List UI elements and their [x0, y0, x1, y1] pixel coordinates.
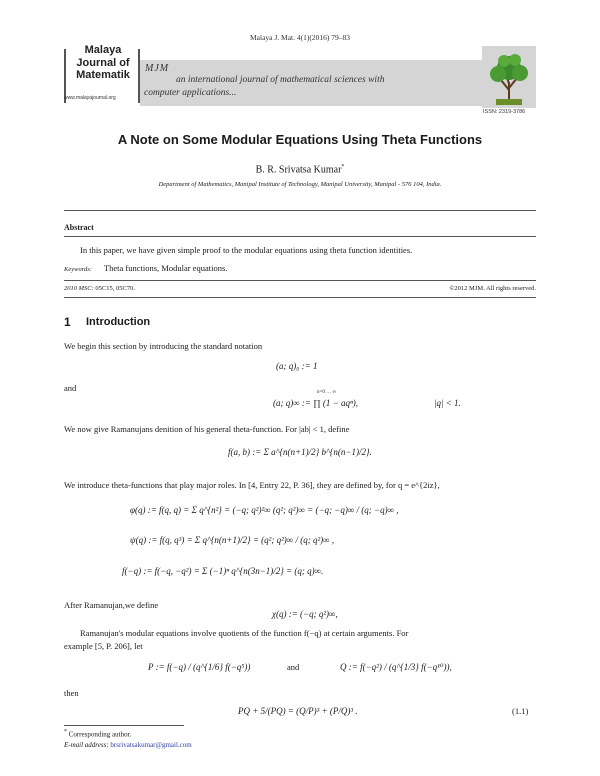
running-head: Malaya J. Mat. 4(1)(2016) 79–83: [250, 33, 350, 42]
paper-title: A Note on Some Modular Equations Using Theta Functions: [117, 132, 483, 147]
paragraph-5a: Ramanujan's modular equations involve quotients of the function f(−q) at certain arguments. For: [80, 628, 409, 638]
author-mark: *: [341, 164, 345, 170]
msc-codes: 05C15, 05C70.: [95, 285, 135, 292]
eq-and: and: [287, 662, 300, 672]
footnote-corresponding: [64, 729, 131, 738]
journal-logo: [64, 44, 142, 114]
banner-line-1: an international journal of mathematical sciences with: [176, 75, 385, 85]
paragraph-4: After Ramanujan,we define: [64, 600, 159, 610]
logo-line-3: Matematik: [76, 69, 130, 81]
then-text: then: [64, 688, 79, 698]
eq-f-def: f(a, b) := Σ a^{n(n+1)/2} b^{n(n−1)/2}.: [228, 447, 372, 457]
eq-label: (1.1): [512, 706, 529, 716]
email-link[interactable]: brsrivatsakumar@gmail.com: [110, 741, 192, 749]
abstract-rule: [64, 236, 536, 237]
msc: [64, 285, 135, 292]
eq-ainf-limits: n=0 … ∞: [317, 390, 336, 395]
footnote-mark: *: [64, 729, 67, 735]
abstract-heading: Abstract: [64, 223, 94, 232]
issn: ISSN: 2319-3786: [483, 109, 526, 115]
paragraph-5b: example [5, P. 206], let: [64, 641, 143, 651]
logo-line-1: Malaya: [84, 44, 122, 56]
eq-psi: ψ(q) := f(q, q³) = Σ q^{n(n+1)/2} = (q²; q²)∞ / (q; q²)∞ ,: [130, 535, 335, 545]
footnote-corresponding-text: Corresponding author.: [68, 730, 132, 739]
paragraph-3: We introduce theta-functions that play major roles. In [4, Entry 22, P. 36], they are defined by, for q = e^{2iz},: [64, 480, 440, 490]
banner-mjm: MJM: [145, 63, 170, 74]
keywords-label: Keywords:: [64, 266, 92, 273]
eq-a0: (a; q)₀ := 1: [276, 361, 318, 371]
keywords: [64, 263, 227, 273]
banner-line-2: computer applications...: [144, 88, 237, 98]
eq-fneg: f(−q) := f(−q, −q²) = Σ (−1)ⁿ q^{n(3n−1)/2} = (q; q)∞.: [122, 566, 324, 576]
abstract-text: In this paper, we have given simple proof to the modular equations using theta function identities.: [80, 245, 413, 255]
footnote-rule: [64, 725, 184, 726]
eq-ainf-condition: |q| < 1.: [434, 398, 461, 408]
eq-ainf: (a; q)∞ := ∏ (1 − aqⁿ),: [273, 398, 359, 408]
author-line: [0, 164, 600, 175]
eq-phi: φ(q) := f(q, q) = Σ q^{n²} = (−q; q²)²∞ (q²; q²)∞ = (−q; −q)∞ / (q; −q)∞ ,: [130, 505, 399, 515]
keywords-rule: [64, 280, 536, 281]
eq-Q: Q := f(−q²) / (q^{1/3} f(−q¹⁰)),: [340, 662, 452, 672]
tree-logo-icon: [482, 46, 536, 108]
and-text: and: [64, 383, 77, 393]
eq-P: P := f(−q) / (q^{1/6} f(−q⁵)): [148, 662, 251, 672]
journal-url[interactable]: www.malayajournal.org: [64, 94, 116, 101]
eq-main: PQ + 5/(PQ) = (Q/P)³ + (P/Q)³ .: [238, 706, 358, 716]
paragraph-1: We begin this section by introducing the standard notation: [64, 341, 263, 351]
logo-line-2: Journal of: [76, 56, 130, 69]
eq-chi: χ(q) := (−q; q²)∞,: [272, 609, 338, 619]
paragraph-2: We now give Ramanujans denition of his general theta-function. For |ab| < 1, define: [64, 424, 350, 434]
section-title: Introduction: [86, 316, 151, 328]
divider-bottom: [64, 297, 536, 298]
divider-top: [64, 210, 536, 211]
keywords-text: Theta functions, Modular equations.: [103, 263, 228, 273]
email-label: E-mail address:: [64, 741, 109, 749]
author-name: B. R. Srivatsa Kumar: [255, 164, 342, 176]
footnote-email: [64, 741, 192, 749]
affiliation: Department of Mathematics, Manipal Institute of Technology, Manipal University, Manipal - 576 104, India.: [158, 181, 442, 188]
section-number: 1: [64, 315, 71, 329]
msc-label: 2010 MSC:: [64, 285, 94, 292]
copyright: ©2012 MJM. All rights reserved.: [449, 285, 536, 292]
journal-banner: [140, 60, 482, 106]
